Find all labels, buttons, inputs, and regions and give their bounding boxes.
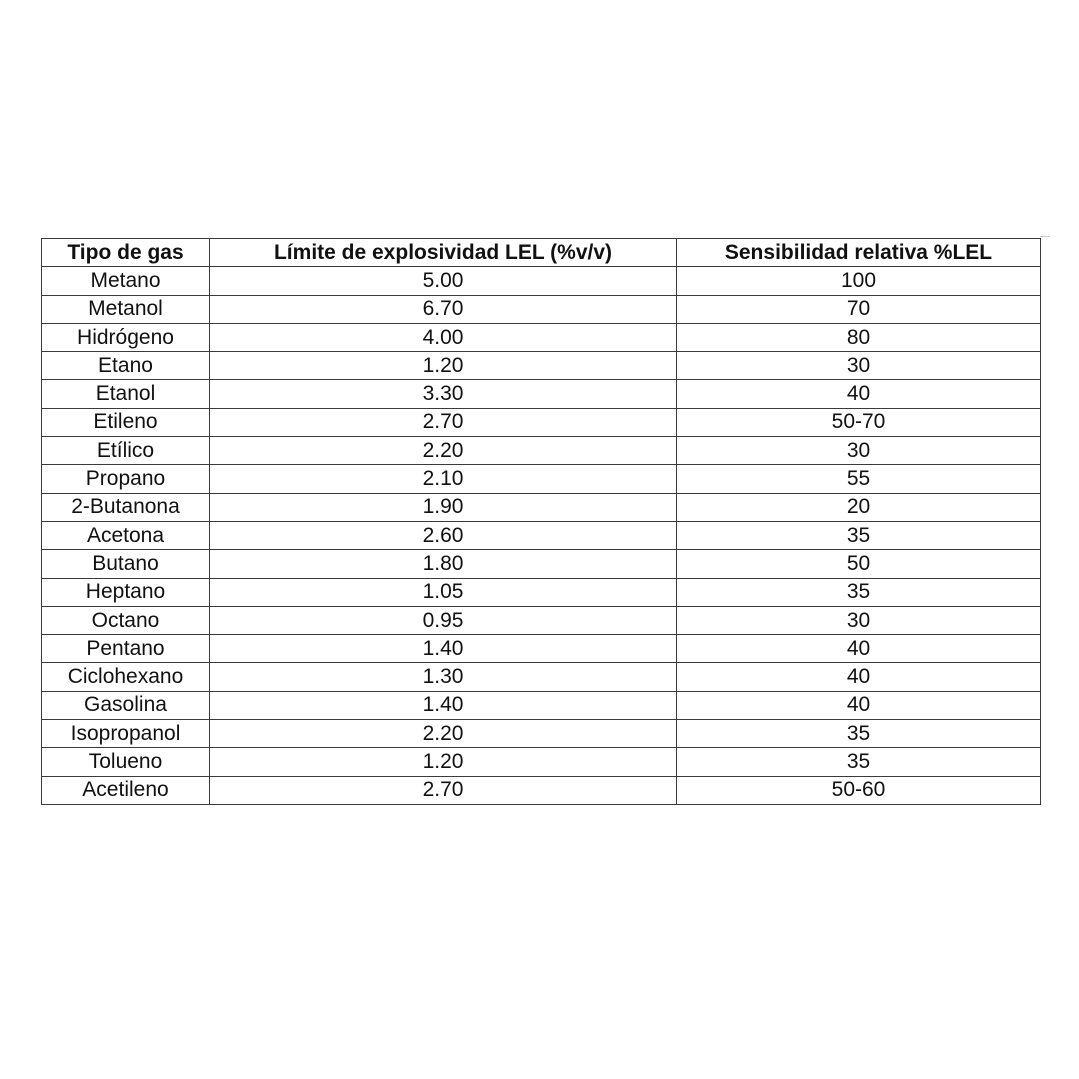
- cell-relative-sensitivity: 50-60: [677, 776, 1041, 804]
- table-row: [42, 663, 1041, 691]
- table-corner-mark: [1040, 236, 1050, 237]
- table-row: [42, 776, 1041, 804]
- cell-gas-type: Ciclohexano: [42, 663, 210, 691]
- table-row: [42, 606, 1041, 634]
- cell-lel-limit: 5.00: [210, 267, 677, 295]
- table-row: [42, 352, 1041, 380]
- cell-relative-sensitivity: 40: [677, 635, 1041, 663]
- cell-gas-type: 2-Butanona: [42, 493, 210, 521]
- cell-gas-type: Propano: [42, 465, 210, 493]
- cell-relative-sensitivity: 35: [677, 748, 1041, 776]
- cell-gas-type: Butano: [42, 550, 210, 578]
- cell-lel-limit: 3.30: [210, 380, 677, 408]
- header-gas-type: Tipo de gas: [42, 239, 210, 267]
- cell-gas-type: Metanol: [42, 295, 210, 323]
- table-body: [42, 267, 1041, 805]
- gas-lel-table: [41, 238, 1041, 805]
- cell-gas-type: Metano: [42, 267, 210, 295]
- cell-relative-sensitivity: 35: [677, 521, 1041, 549]
- table-row: [42, 691, 1041, 719]
- cell-lel-limit: 2.20: [210, 720, 677, 748]
- cell-gas-type: Etanol: [42, 380, 210, 408]
- cell-gas-type: Acetona: [42, 521, 210, 549]
- cell-relative-sensitivity: 40: [677, 380, 1041, 408]
- table-row: [42, 267, 1041, 295]
- cell-lel-limit: 1.40: [210, 691, 677, 719]
- cell-gas-type: Tolueno: [42, 748, 210, 776]
- cell-relative-sensitivity: 30: [677, 437, 1041, 465]
- table-row: [42, 493, 1041, 521]
- cell-gas-type: Gasolina: [42, 691, 210, 719]
- cell-relative-sensitivity: 40: [677, 663, 1041, 691]
- table-header-row: [42, 239, 1041, 267]
- table-row: [42, 550, 1041, 578]
- cell-lel-limit: 2.20: [210, 437, 677, 465]
- table-row: [42, 748, 1041, 776]
- cell-gas-type: Octano: [42, 606, 210, 634]
- cell-relative-sensitivity: 30: [677, 606, 1041, 634]
- cell-lel-limit: 0.95: [210, 606, 677, 634]
- cell-gas-type: Acetileno: [42, 776, 210, 804]
- table-row: [42, 720, 1041, 748]
- cell-gas-type: Pentano: [42, 635, 210, 663]
- cell-lel-limit: 2.70: [210, 408, 677, 436]
- cell-lel-limit: 1.20: [210, 352, 677, 380]
- table-row: [42, 323, 1041, 351]
- cell-relative-sensitivity: 50: [677, 550, 1041, 578]
- table-row: [42, 578, 1041, 606]
- cell-lel-limit: 1.90: [210, 493, 677, 521]
- cell-relative-sensitivity: 40: [677, 691, 1041, 719]
- header-lel-limit: Límite de explosividad LEL (%v/v): [210, 239, 677, 267]
- cell-relative-sensitivity: 20: [677, 493, 1041, 521]
- table-row: [42, 437, 1041, 465]
- cell-lel-limit: 1.80: [210, 550, 677, 578]
- cell-lel-limit: 2.10: [210, 465, 677, 493]
- table-row: [42, 521, 1041, 549]
- cell-lel-limit: 1.40: [210, 635, 677, 663]
- cell-relative-sensitivity: 80: [677, 323, 1041, 351]
- cell-lel-limit: 1.05: [210, 578, 677, 606]
- cell-relative-sensitivity: 55: [677, 465, 1041, 493]
- table-row: [42, 465, 1041, 493]
- cell-relative-sensitivity: 50-70: [677, 408, 1041, 436]
- cell-relative-sensitivity: 70: [677, 295, 1041, 323]
- cell-relative-sensitivity: 30: [677, 352, 1041, 380]
- cell-relative-sensitivity: 35: [677, 578, 1041, 606]
- cell-relative-sensitivity: 100: [677, 267, 1041, 295]
- cell-gas-type: Etílico: [42, 437, 210, 465]
- cell-gas-type: Etileno: [42, 408, 210, 436]
- cell-gas-type: Hidrógeno: [42, 323, 210, 351]
- cell-lel-limit: 2.60: [210, 521, 677, 549]
- table-row: [42, 295, 1041, 323]
- cell-gas-type: Isopropanol: [42, 720, 210, 748]
- cell-gas-type: Etano: [42, 352, 210, 380]
- cell-relative-sensitivity: 35: [677, 720, 1041, 748]
- cell-lel-limit: 4.00: [210, 323, 677, 351]
- table-row: [42, 380, 1041, 408]
- cell-gas-type: Heptano: [42, 578, 210, 606]
- cell-lel-limit: 6.70: [210, 295, 677, 323]
- table-row: [42, 635, 1041, 663]
- table-row: [42, 408, 1041, 436]
- header-relative-sensitivity: Sensibilidad relativa %LEL: [677, 239, 1041, 267]
- table-container: [41, 238, 1040, 805]
- cell-lel-limit: 2.70: [210, 776, 677, 804]
- cell-lel-limit: 1.30: [210, 663, 677, 691]
- cell-lel-limit: 1.20: [210, 748, 677, 776]
